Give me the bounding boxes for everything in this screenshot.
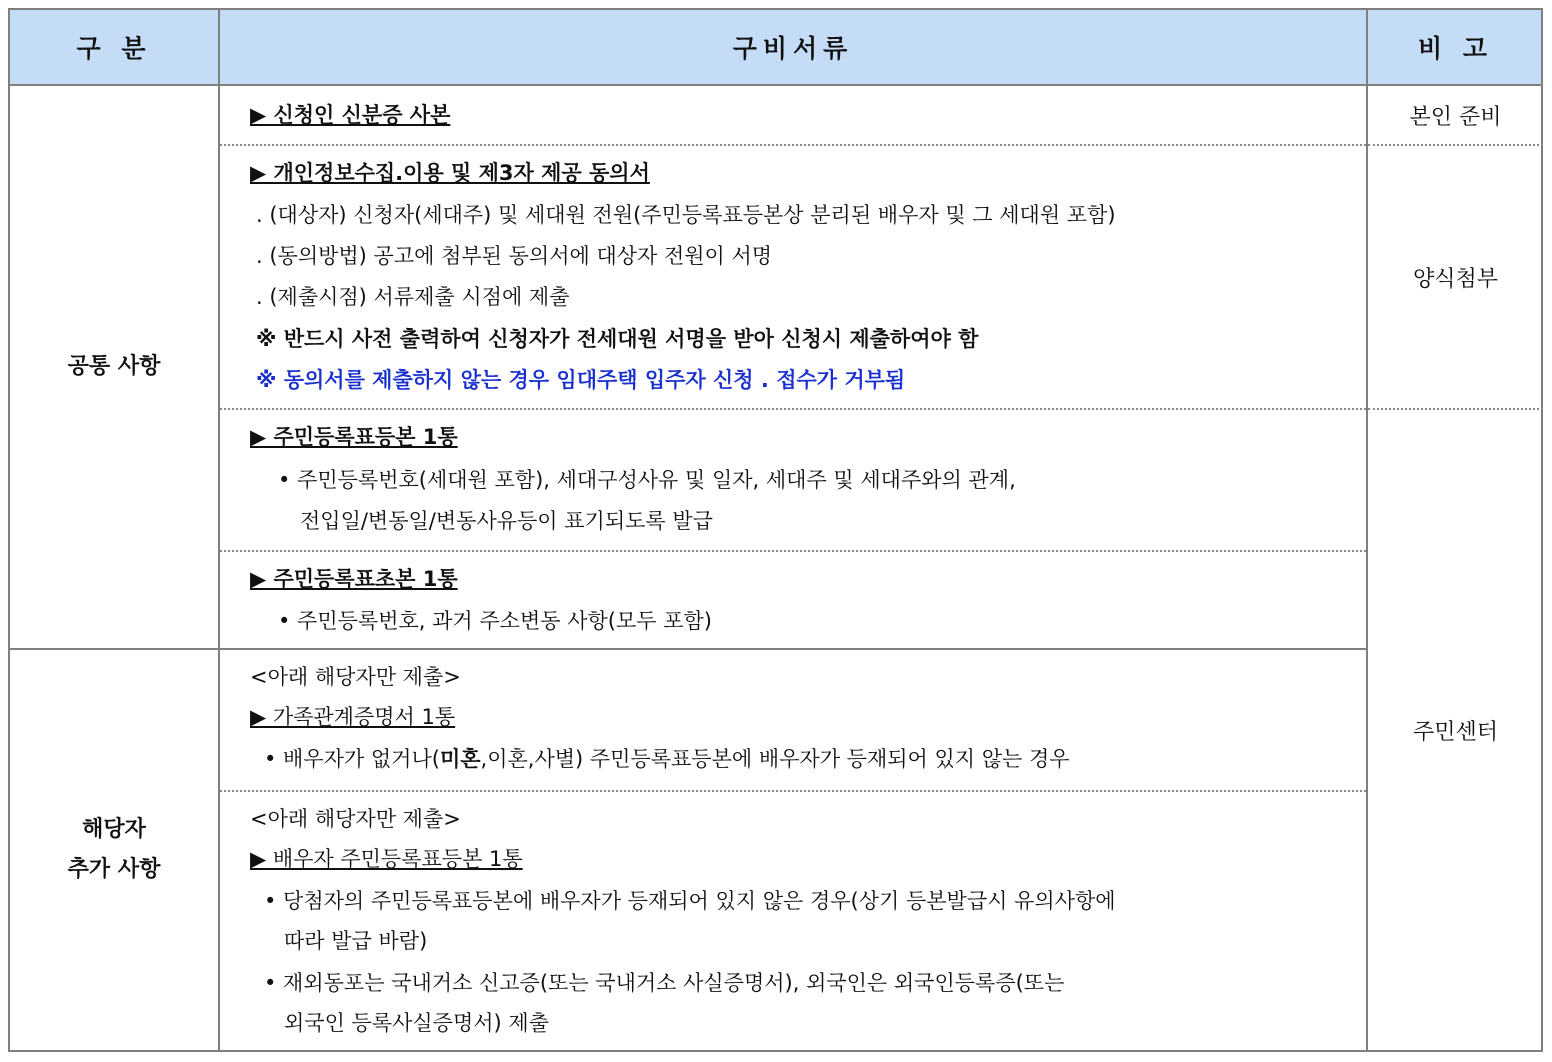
remark-own: 본인 준비 xyxy=(1409,104,1502,130)
row-title: ▶ 신청인 신분증 사본 xyxy=(250,103,451,127)
section-extra-label-1: 해당자 xyxy=(82,817,146,842)
row-divider xyxy=(220,550,1366,552)
row-detail: 전입일/변동일/변동사유등이 표기되도록 발급 xyxy=(300,509,713,533)
row-title: ▶ 배우자 주민등록표등본 1통 xyxy=(250,847,523,871)
section-extra xyxy=(10,650,218,1050)
row-divider xyxy=(220,408,1366,410)
row-detail: 따라 발급 바람) xyxy=(284,929,428,953)
section-common-label: 공통 사항 xyxy=(67,354,161,379)
row-detail-post: ,이혼,사별) 주민등록표등본에 배우자가 등재되어 있지 않는 경우 xyxy=(480,747,1070,771)
table-header xyxy=(10,10,1541,86)
remark-form: 양식첨부 xyxy=(1412,266,1498,292)
row-detail: • 주민등록번호, 과거 주소변동 사항(모두 포함) xyxy=(278,609,712,633)
header-remarks: 비 고 xyxy=(1417,34,1493,63)
row-title: ▶ 가족관계증명서 1통 xyxy=(250,705,456,729)
row-detail: 외국인 등록사실증명서) 제출 xyxy=(284,1011,549,1035)
documents-table xyxy=(8,8,1543,1052)
row-intro: <아래 해당자만 제출> xyxy=(250,807,461,831)
section-common xyxy=(10,86,218,648)
section-extra-label-2: 추가 사항 xyxy=(67,857,161,882)
row-title: ▶ 개인정보수집.이용 및 제3자 제공 동의서 xyxy=(250,161,650,185)
column-divider xyxy=(218,10,220,1050)
row-detail: • 재외동포는 국내거소 신고증(또는 국내거소 사실증명서), 외국인은 외국인등록증(또는 xyxy=(264,971,1065,995)
row-intro: <아래 해당자만 제출> xyxy=(250,665,461,689)
row-divider xyxy=(220,790,1366,792)
row-detail: • 주민등록번호(세대원 포함), 세대구성사유 및 일자, 세대주 및 세대주와의 관계, xyxy=(278,468,1016,492)
row-detail xyxy=(264,744,1070,774)
header-documents: 구비서류 xyxy=(732,34,854,63)
remark-center: 주민센터 xyxy=(1412,719,1498,745)
row-warning: ※ 반드시 사전 출력하여 신청자가 전세대원 서명을 받아 신청시 제출하여야 함 xyxy=(256,327,979,351)
row-detail: . (제출시점) 서류제출 시점에 제출 xyxy=(256,285,570,309)
row-detail: . (동의방법) 공고에 첨부된 동의서에 대상자 전원이 서명 xyxy=(256,244,773,268)
header-category: 구 분 xyxy=(76,34,152,63)
row-detail-pre: • 배우자가 없거나( xyxy=(264,747,440,771)
row-detail: • 당첨자의 주민등록표등본에 배우자가 등재되어 있지 않은 경우(상기 등본발급시 유의사항에 xyxy=(264,889,1116,913)
row-divider xyxy=(220,144,1366,146)
row-title: ▶ 주민등록표등본 1통 xyxy=(250,425,458,449)
row-warning-blue: ※ 동의서를 제출하지 않는 경우 임대주택 입주자 신청 . 접수가 거부됨 xyxy=(256,368,906,392)
row-title: ▶ 주민등록표초본 1통 xyxy=(250,567,458,591)
row-detail-bold: 미혼 xyxy=(439,747,481,771)
row-detail: . (대상자) 신청자(세대주) 및 세대원 전원(주민등록표등본상 분리된 배우자 및 그 세대원 포함) xyxy=(256,203,1116,227)
